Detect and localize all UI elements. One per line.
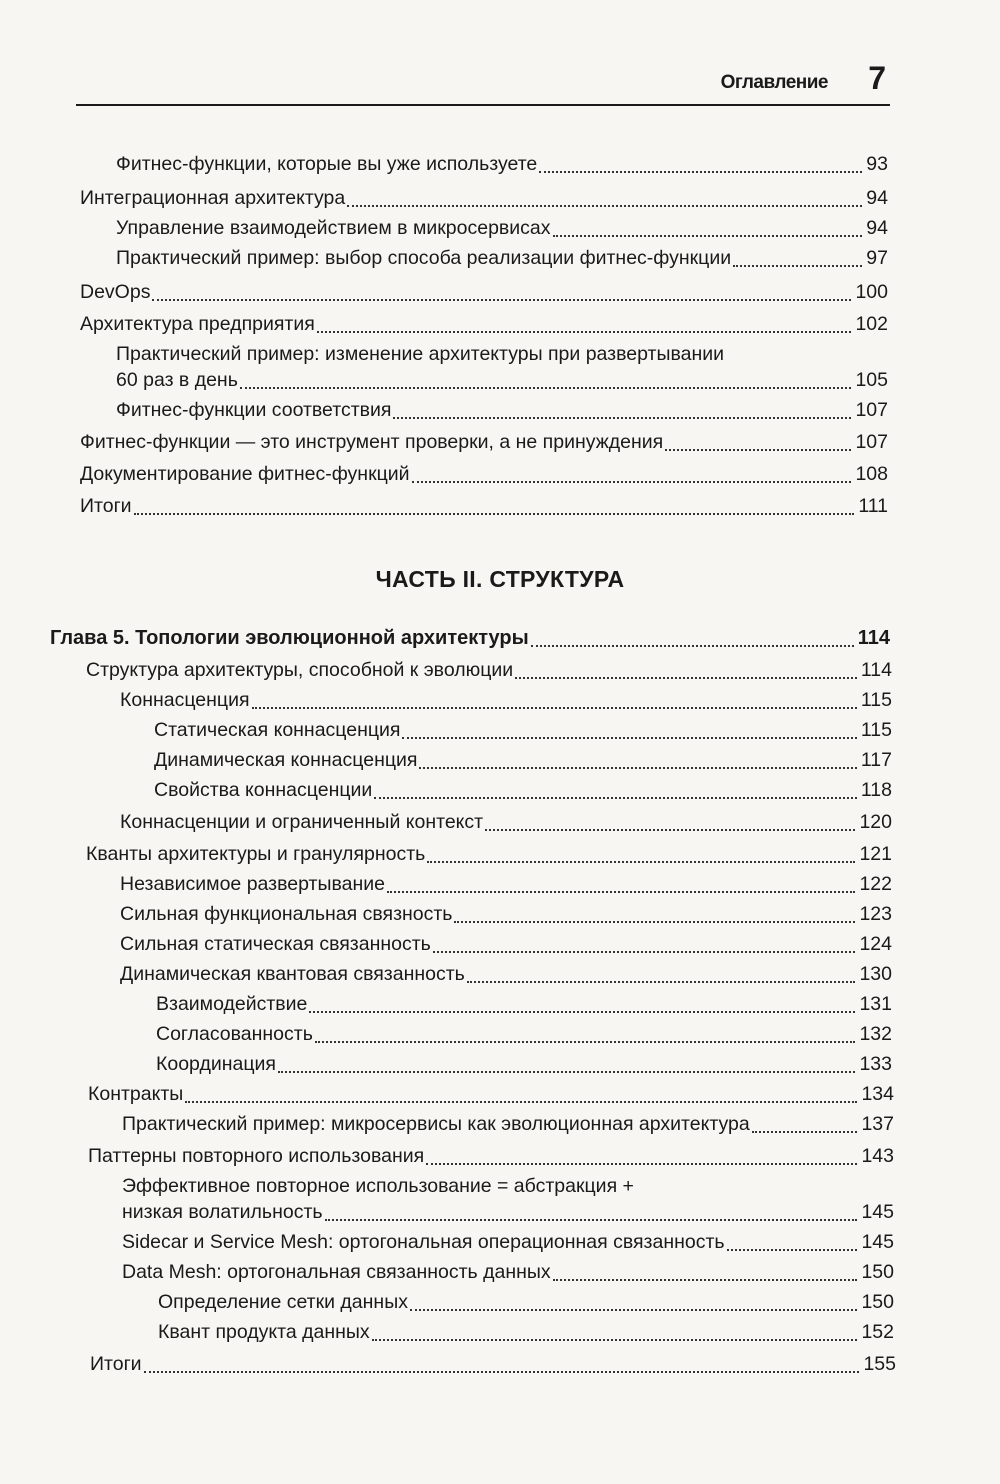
toc-entry-page: 115 [860, 719, 892, 741]
toc-entry-title: Контракты [88, 1083, 184, 1105]
toc-entry [88, 1144, 894, 1170]
toc-entry-page: 145 [861, 1201, 894, 1223]
toc-entry [116, 398, 888, 424]
toc-entry-page: 100 [855, 281, 888, 303]
toc-leader [152, 299, 851, 301]
toc-entry-title: Фитнес-функции — это инструмент проверки, а не принуждения [80, 431, 664, 453]
toc-entry [154, 778, 892, 804]
toc-entry-page: 124 [859, 933, 892, 955]
toc-leader [374, 797, 857, 799]
toc-entry-title: Динамическая коннасценция [154, 749, 418, 771]
toc-entry [122, 1230, 894, 1256]
toc-entry [122, 1260, 894, 1286]
toc-leader [515, 677, 857, 679]
toc-entry-page: 134 [861, 1083, 894, 1105]
toc-entry-title: Фитнес-функции соответствия [116, 399, 392, 421]
toc-entry [80, 312, 888, 338]
part-title: ЧАСТЬ II. СТРУКТУРА [375, 566, 625, 592]
toc-leader [347, 205, 862, 207]
toc-entry [90, 1352, 896, 1378]
toc-entry [122, 1112, 894, 1138]
toc-entry [116, 152, 888, 178]
toc-entry-page: 105 [855, 369, 888, 391]
toc-leader [134, 513, 855, 515]
toc-entry [120, 932, 892, 958]
toc-entry-title: Документирование фитнес-функций [80, 463, 410, 485]
toc-chapter [50, 626, 890, 652]
toc-leader [427, 861, 855, 863]
toc-entry [80, 494, 888, 520]
toc-leader [553, 1279, 858, 1281]
toc-entry-title: Sidecar и Service Mesh: ортогональная операционная связанность [122, 1231, 725, 1253]
toc-leader [252, 707, 857, 709]
toc-entry-page: 132 [859, 1023, 892, 1045]
toc-entry-title: DevOps [80, 281, 151, 303]
toc-entry-title: Практический пример: микросервисы как эволюционная архитектура [122, 1113, 750, 1135]
toc-entry-title: Коннасценции и ограниченный контекст [120, 811, 484, 833]
toc-entry-page: 145 [861, 1231, 894, 1253]
toc-entry-title-line2: низкая волатильность [122, 1201, 323, 1223]
toc-leader [393, 417, 851, 419]
toc-entry [156, 992, 892, 1018]
toc-entry-title: Кванты архитектуры и гранулярность [86, 843, 426, 865]
toc-entry [80, 280, 888, 306]
toc-leader [419, 767, 856, 769]
toc-entry [116, 246, 888, 272]
toc-entry [120, 902, 892, 928]
toc-entry [120, 688, 892, 714]
toc-entry-page: 137 [861, 1113, 894, 1135]
toc-entry-title: Взаимодействие [156, 993, 308, 1015]
toc-leader [325, 1219, 858, 1221]
toc-entry-page: 108 [855, 463, 888, 485]
toc-leader [315, 1041, 856, 1043]
toc-entry [88, 1082, 894, 1108]
toc-entry [80, 186, 888, 212]
toc-entry [120, 962, 892, 988]
toc-leader [733, 265, 862, 267]
toc-leader [531, 645, 854, 647]
toc-leader [278, 1071, 856, 1073]
toc-leader [412, 481, 852, 483]
toc-entry-title: Статическая коннасценция [154, 719, 401, 741]
toc-entry-page: 155 [863, 1353, 896, 1375]
running-header [78, 58, 888, 98]
toc-leader [387, 891, 856, 893]
toc-leader [553, 235, 863, 237]
toc-entry-page: 121 [859, 843, 892, 865]
toc-entry-page: 94 [866, 187, 888, 209]
toc-entry-page: 94 [866, 217, 888, 239]
toc-entry-title: Фитнес-функции, которые вы уже используете [116, 153, 538, 175]
toc-entry-title: Квант продукта данных [158, 1321, 370, 1343]
toc-entry-title: Практический пример: выбор способа реализации фитнес-функции [116, 247, 732, 269]
toc-leader [727, 1249, 858, 1251]
toc-entry-title: Паттерны повторного использования [88, 1145, 425, 1167]
toc-leader [539, 171, 862, 173]
toc-entry-page: 150 [861, 1291, 894, 1313]
toc-entry [80, 430, 888, 456]
toc-entry-page: 122 [859, 873, 892, 895]
toc-entry [156, 1022, 892, 1048]
toc-entry-page: 152 [861, 1321, 894, 1343]
toc-entry-title: Сильная статическая связанность [120, 933, 431, 955]
toc-entry-title-line1: Практический пример: изменение архитектуры при развертывании [116, 343, 725, 365]
toc-entry [80, 462, 888, 488]
toc-entry-page: 133 [859, 1053, 892, 1075]
toc-leader [426, 1163, 857, 1165]
header-title: Оглавление [720, 72, 828, 93]
toc-leader [665, 449, 851, 451]
toc-leader [309, 1011, 855, 1013]
toc-entry-page: 107 [855, 399, 888, 421]
toc-entry-page: 107 [855, 431, 888, 453]
toc-entry-title: Динамическая квантовая связанность [120, 963, 465, 985]
toc-entry-page: 118 [860, 779, 892, 801]
toc-entry [122, 1200, 894, 1226]
toc-entry [120, 810, 892, 836]
toc-leader [752, 1131, 858, 1133]
toc-entry-title: Независимое развертывание [120, 873, 385, 895]
toc-leader [467, 981, 856, 983]
toc-entry-title: Коннасценция [120, 689, 250, 711]
toc-entry [86, 842, 892, 868]
toc-leader [317, 331, 852, 333]
toc-entry-page: 130 [859, 963, 892, 985]
toc-entry-page: 143 [861, 1145, 894, 1167]
toc-entry-title: Итоги [90, 1353, 142, 1375]
toc-entry-page: 131 [859, 993, 892, 1015]
header-rule [76, 104, 890, 106]
toc-entry-page: 115 [860, 689, 892, 711]
toc-entry [116, 216, 888, 242]
toc-leader [433, 951, 856, 953]
page-number: 7 [868, 60, 886, 96]
toc-entry-page: 120 [859, 811, 892, 833]
toc-entry-title: Data Mesh: ортогональная связанность данных [122, 1261, 551, 1283]
toc-entry-title-line1: Эффективное повторное использование = абстракция + [122, 1175, 634, 1197]
toc-leader [240, 387, 852, 389]
toc-entry-title: Согласованность [156, 1023, 313, 1045]
toc-chapter-page: 114 [857, 627, 890, 649]
toc-entry-title: Структура архитектуры, способной к эволюции [86, 659, 514, 681]
toc-entry-title: Сильная функциональная связность [120, 903, 453, 925]
toc-entry-title-line2: 60 раз в день [116, 369, 238, 391]
toc-entry-title: Архитектура предприятия [80, 313, 315, 335]
toc-entry-page: 97 [866, 247, 888, 269]
toc-leader [144, 1371, 860, 1373]
toc-leader [185, 1101, 857, 1103]
toc-entry-title: Свойства коннасценции [154, 779, 373, 801]
toc-entry [154, 718, 892, 744]
toc-entry [158, 1290, 894, 1316]
toc-entry-page: 111 [858, 495, 888, 517]
toc-entry-title: Итоги [80, 495, 132, 517]
toc-entry-title: Определение сетки данных [158, 1291, 408, 1313]
toc-leader [402, 737, 856, 739]
toc-entry [154, 748, 892, 774]
toc-leader [454, 921, 855, 923]
toc-entry-page: 117 [860, 749, 892, 771]
toc-entry-page: 150 [861, 1261, 894, 1283]
toc-entry [116, 368, 888, 394]
toc-entry-page: 114 [860, 659, 892, 681]
toc-leader [372, 1339, 858, 1341]
toc-entry-page: 93 [866, 153, 888, 175]
toc-leader [410, 1309, 857, 1311]
toc-entry [156, 1052, 892, 1078]
toc-entry-title: Управление взаимодействием в микросервисах [116, 217, 551, 239]
toc-entry [86, 658, 892, 684]
toc-entry-page: 123 [859, 903, 892, 925]
toc-chapter-title: Глава 5. Топологии эволюционной архитектуры [50, 627, 529, 649]
toc-entry [158, 1320, 894, 1346]
toc-entry-title: Координация [156, 1053, 276, 1075]
toc-leader [485, 829, 855, 831]
toc-entry-title: Интеграционная архитектура [80, 187, 346, 209]
toc-entry-page: 102 [855, 313, 888, 335]
toc-entry [120, 872, 892, 898]
